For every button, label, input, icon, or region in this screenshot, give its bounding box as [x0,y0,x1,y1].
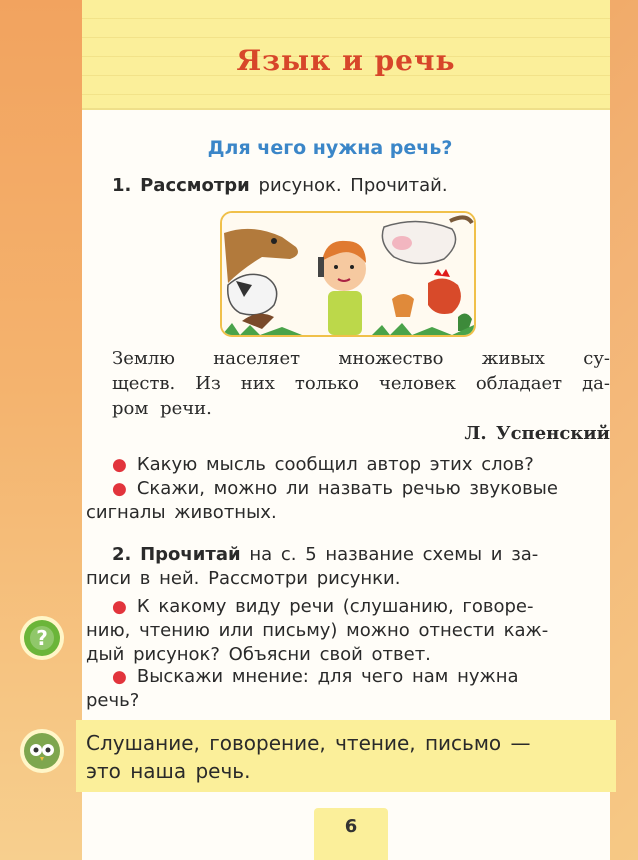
bullet-icon: ● [112,597,127,617]
question-3-line-2: нию, чтению или письму) можно отнести каж- [86,620,549,641]
question-2-line [112,477,610,501]
illustration-frame [220,211,476,337]
rooster-shape [428,278,461,314]
task-1-number: 1. [112,175,132,196]
bullet-icon: ● [112,667,127,687]
quote-line-2: ществ. Из них только человек обладает да- [112,373,610,394]
section-heading: Для чего нужна речь? [207,137,453,159]
task-1-line [112,174,532,198]
question-2-continuation: сигналы животных. [86,502,277,523]
task-2-number: 2. [112,544,132,565]
task-2-line-2: писи в ней. Рассмотри рисунки. [86,568,401,589]
page-title: Язык и речь [236,44,456,77]
svg-text:?: ? [36,626,48,650]
question-2-text: Скажи, можно ли назвать речью звуковые [136,478,558,499]
rule-line-2: это наша речь. [86,759,251,783]
bullet-icon: ● [112,455,127,475]
task-2-line-1 [112,543,610,567]
dog-shape [228,274,277,314]
task-1-bold-word: Рассмотри [140,175,250,196]
bullet-icon: ● [112,479,127,499]
question-4-line-1 [112,665,610,689]
quote-line-3: ром речи. [112,398,212,419]
question-3-text-1: К какому виду речи (слушанию, говоре- [136,596,534,617]
question-4-line-2: речь? [86,690,140,711]
task-2-rest: на с. 5 название схемы и за- [249,544,539,565]
owl-icon [24,733,60,769]
question-4-text-1: Выскажи мнение: для чего нам нужна [136,666,519,687]
question-1-text: Какую мысль сообщил автор этих слов? [136,454,534,475]
quote-author: Л. Успенский [464,423,610,444]
quote-line-1: Землю населяет множество живых су- [112,348,610,369]
page-number: 6 [344,816,358,837]
question-icon [24,620,60,656]
rule-line-1: Слушание, говорение, чтение, письмо — [86,731,531,755]
question-3-line-1 [112,595,610,619]
question-3-line-3: дый рисунок? Объясни свой ответ. [86,644,431,665]
task-1-rest: рисунок. Прочитай. [258,175,448,196]
task-2-bold-word: Прочитай [140,544,241,565]
page-margin [0,0,82,860]
title-banner [82,0,610,110]
question-1-line [112,453,610,477]
illustration-image [222,213,474,335]
